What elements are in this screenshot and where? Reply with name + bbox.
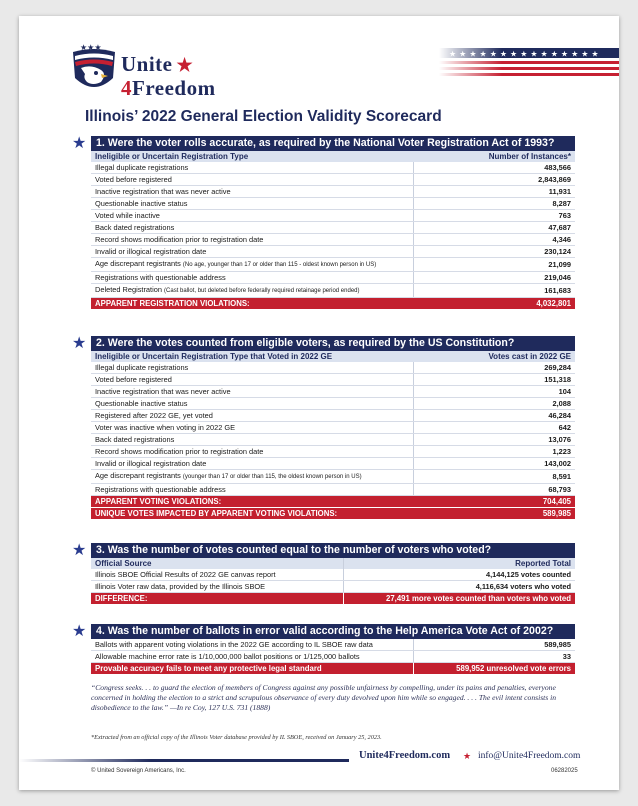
- table-row: [91, 246, 575, 258]
- document-code: 06282025: [551, 768, 578, 774]
- total-row: [91, 663, 575, 675]
- row-value: 161,683: [413, 284, 575, 298]
- flag-banner-graphic: [439, 44, 619, 82]
- row-value: 151,318: [413, 374, 575, 386]
- row-label: Inactive registration that was never active: [91, 186, 413, 198]
- ballot-error-table: [91, 639, 575, 675]
- table-row: [91, 258, 575, 272]
- svg-text:★★★: ★★★: [80, 43, 102, 52]
- column-header-instances: Number of Instances*: [413, 151, 575, 162]
- row-label: Age discrepant registrants (No age, younger than 17 or older than 115 - oldest known person in US): [91, 258, 413, 272]
- row-label: Registrations with questionable address: [91, 484, 413, 496]
- table-row: [91, 210, 575, 222]
- row-label: Illegal duplicate registrations: [91, 362, 413, 374]
- table-row: [91, 374, 575, 386]
- row-value: 104: [413, 386, 575, 398]
- column-header-reported: Reported Total: [343, 558, 575, 569]
- total-label: APPARENT VOTING VIOLATIONS:: [91, 496, 413, 508]
- question-1-heading: 1. Were the voter rolls accurate, as required by the National Voter Registration Act of 1993?: [91, 136, 575, 151]
- row-value: 21,099: [413, 258, 575, 272]
- row-value: 230,124: [413, 246, 575, 258]
- page-title: Illinois’ 2022 General Election Validity Scorecard: [85, 108, 442, 125]
- table-row: [91, 362, 575, 374]
- table-row: [91, 272, 575, 284]
- question-4-section: [72, 623, 575, 675]
- table-row: [91, 234, 575, 246]
- brand-name-line1: Unite ★: [121, 52, 194, 76]
- star-bullet-icon: ★: [72, 135, 87, 152]
- table-row: [91, 398, 575, 410]
- star-bullet-icon: ★: [72, 623, 87, 640]
- row-label: Questionable inactive status: [91, 398, 413, 410]
- row-label: Back dated registrations: [91, 434, 413, 446]
- unite4freedom-logo: [71, 38, 271, 108]
- row-label: Allowable machine error rate is 1/10,000,000 ballot positions or 1/125,000 ballots: [91, 651, 413, 663]
- row-value: 2,843,869: [413, 174, 575, 186]
- table-row: [91, 639, 575, 651]
- row-value: 269,284: [413, 362, 575, 374]
- star-bullet-icon: ★: [72, 335, 87, 352]
- row-value: 46,284: [413, 410, 575, 422]
- row-label: Voted while inactive: [91, 210, 413, 222]
- footnote: *Extracted from an official copy of the Illinois Voter database provided by IL SBOE, received on January 25, 2023.: [91, 734, 382, 741]
- row-value: 11,931: [413, 186, 575, 198]
- row-value: 4,346: [413, 234, 575, 246]
- eagle-shield-icon: [71, 38, 117, 100]
- row-value: 143,002: [413, 458, 575, 470]
- question-2-section: [72, 335, 575, 520]
- row-value: 8,591: [413, 470, 575, 484]
- column-header-votes: Votes cast in 2022 GE: [413, 351, 575, 362]
- total-row: [91, 508, 575, 520]
- separator-star-icon: ★: [463, 751, 472, 761]
- total-label: UNIQUE VOTES IMPACTED BY APPARENT VOTING VIOLATIONS:: [91, 508, 413, 520]
- votes-vs-voters-table: [91, 558, 575, 605]
- row-value: 642: [413, 422, 575, 434]
- court-quote: “Congress seeks. . . to guard the election of members of Congress against any possible unfairness by compelling, under its pains and penalties, everyone concerned in holding the election to a strict and scrupulous observance of every duty devolved upon him while so engaged. . . . The evil intent consists in disobedience to the law.” —In re Coy, 127 U.S. 731 (1888): [91, 683, 557, 712]
- email-link[interactable]: info@Unite4Freedom.com: [478, 751, 581, 761]
- table-row: [91, 434, 575, 446]
- table-row: [91, 174, 575, 186]
- table-row: [91, 410, 575, 422]
- row-label: Voter was inactive when voting in 2022 GE: [91, 422, 413, 434]
- row-label: Deleted Registration (Cast ballot, but deleted before federally required retainage period ended): [91, 284, 413, 298]
- scorecard-page: [19, 16, 619, 790]
- total-value: 589,952 unresolved vote errors: [413, 663, 575, 675]
- table-row: [91, 422, 575, 434]
- row-label: Questionable inactive status: [91, 198, 413, 210]
- website-link[interactable]: Unite4Freedom.com: [359, 750, 451, 761]
- row-label: Ballots with apparent voting violations in the 2022 GE according to IL SBOE raw data: [91, 639, 413, 651]
- row-label: Illinois Voter raw data, provided by the Illinois SBOE: [91, 581, 343, 593]
- table-row: [91, 446, 575, 458]
- row-note: (No age, younger than 17 or older than 115 - oldest known person in US): [182, 262, 377, 269]
- row-label: Voted before registered: [91, 374, 413, 386]
- total-value: 589,985: [413, 508, 575, 520]
- table-row: [91, 470, 575, 484]
- row-value: 219,046: [413, 272, 575, 284]
- copyright: © United Sovereign Americans, Inc.: [91, 768, 186, 774]
- star-bullet-icon: ★: [72, 542, 87, 559]
- question-4-heading: 4. Was the number of ballots in error valid according to the Help America Vote Act of 2002?: [91, 624, 575, 639]
- row-value: 68,793: [413, 484, 575, 496]
- brand-name-line2: 4Freedom: [121, 76, 216, 100]
- table-row: [91, 484, 575, 496]
- column-header-type: Ineligible or Uncertain Registration Type that Voted in 2022 GE: [91, 351, 413, 362]
- total-label: APPARENT REGISTRATION VIOLATIONS:: [91, 298, 413, 310]
- table-row: [91, 581, 575, 593]
- table-row: [91, 569, 575, 581]
- row-label: Back dated registrations: [91, 222, 413, 234]
- row-value: 763: [413, 210, 575, 222]
- row-label: Record shows modification prior to registration date: [91, 446, 413, 458]
- table-row: [91, 284, 575, 298]
- brand-star-icon: ★: [176, 55, 194, 75]
- row-value: 47,687: [413, 222, 575, 234]
- row-value: 4,144,125 votes counted: [343, 569, 575, 581]
- table-row: [91, 222, 575, 234]
- total-value: 27,491 more votes counted than voters who voted: [343, 593, 575, 605]
- row-label: Record shows modification prior to registration date: [91, 234, 413, 246]
- total-label: DIFFERENCE:: [91, 593, 343, 605]
- registration-table: [91, 151, 575, 310]
- question-1-section: [72, 135, 575, 310]
- total-label: Provable accuracy fails to meet any protective legal standard: [91, 663, 413, 675]
- question-2-heading: 2. Were the votes counted from eligible voters, as required by the US Constitution?: [91, 336, 575, 351]
- row-label: Registered after 2022 GE, yet voted: [91, 410, 413, 422]
- row-value: 13,076: [413, 434, 575, 446]
- row-label: Age discrepant registrants (younger than 17 or older than 115, the oldest known person in US): [91, 470, 413, 484]
- table-row: [91, 162, 575, 174]
- row-value: 589,985: [413, 639, 575, 651]
- row-note: (younger than 17 or older than 115, the oldest known person in US): [182, 474, 362, 481]
- total-row: [91, 593, 575, 605]
- row-value: 4,116,634 voters who voted: [343, 581, 575, 593]
- row-label: Registrations with questionable address: [91, 272, 413, 284]
- question-3-heading: 3. Was the number of votes counted equal to the number of voters who voted?: [91, 543, 575, 558]
- row-label: Inactive registration that was never active: [91, 386, 413, 398]
- total-value: 4,032,801: [413, 298, 575, 310]
- row-label: Invalid or illogical registration date: [91, 458, 413, 470]
- table-row: [91, 186, 575, 198]
- table-row: [91, 198, 575, 210]
- row-note: (Cast ballot, but deleted before federally required retainage period ended): [164, 288, 360, 295]
- row-label: Illinois SBOE Official Results of 2022 GE canvas report: [91, 569, 343, 581]
- table-row: [91, 386, 575, 398]
- table-row: [91, 458, 575, 470]
- voting-table: [91, 351, 575, 520]
- total-row: [91, 298, 575, 310]
- table-row: [91, 651, 575, 663]
- column-header-source: Official Source: [91, 558, 343, 569]
- row-value: 1,223: [413, 446, 575, 458]
- row-label: Voted before registered: [91, 174, 413, 186]
- total-row: [91, 496, 575, 508]
- row-value: 483,566: [413, 162, 575, 174]
- row-value: 33: [413, 651, 575, 663]
- total-value: 704,405: [413, 496, 575, 508]
- row-value: 2,088: [413, 398, 575, 410]
- column-header-type: Ineligible or Uncertain Registration Type: [91, 151, 413, 162]
- row-label: Illegal duplicate registrations: [91, 162, 413, 174]
- row-label: Invalid or illogical registration date: [91, 246, 413, 258]
- row-value: 8,287: [413, 198, 575, 210]
- question-3-section: [72, 542, 575, 605]
